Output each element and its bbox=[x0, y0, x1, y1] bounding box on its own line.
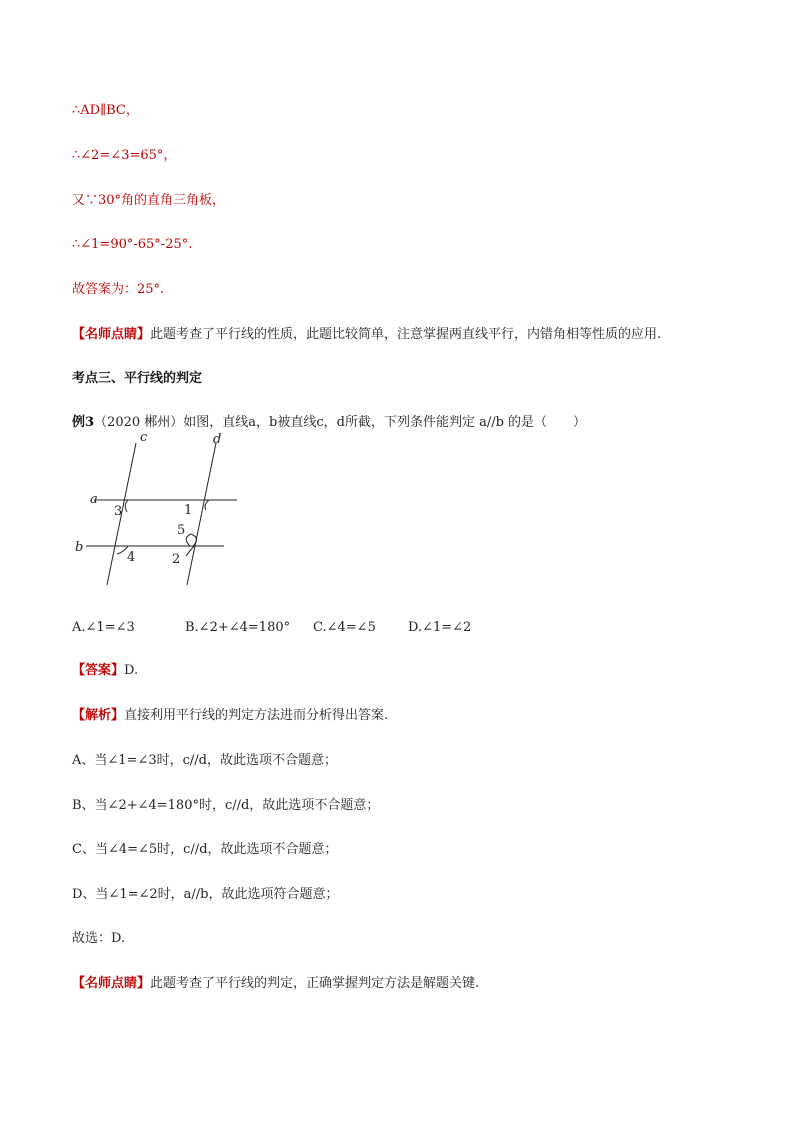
answer-line bbox=[72, 662, 138, 680]
angle-1-arc bbox=[205, 500, 209, 510]
tip2-bracket: 【名师点睛】 bbox=[72, 976, 151, 991]
analysis-bracket: 【解析】 bbox=[72, 708, 125, 723]
label-b: b bbox=[75, 540, 84, 555]
option-d: D.∠1=∠2 bbox=[408, 620, 472, 635]
analysis-item-d: D、当∠1=∠2时，a//b，故此选项符合题意； bbox=[72, 887, 339, 902]
angle-5-arc bbox=[186, 534, 196, 546]
derivation-line-1: ∴AD∥BC， bbox=[72, 103, 139, 118]
parallel-lines-figure bbox=[72, 428, 247, 592]
label-2: 2 bbox=[172, 552, 181, 567]
analysis-item-c: C、当∠4=∠5时，c//d，故此选项不合题意； bbox=[72, 842, 338, 857]
analysis-item-a: A、当∠1=∠3时，c//d，故此选项不合题意； bbox=[72, 753, 337, 768]
label-4: 4 bbox=[127, 550, 136, 565]
tip-bracket: 【名师点睛】 bbox=[72, 327, 151, 342]
label-3: 3 bbox=[114, 504, 123, 519]
label-c: c bbox=[140, 430, 148, 445]
tip-judgement bbox=[72, 975, 479, 993]
derivation-line-4: ∴∠1=90°-65°-25°. bbox=[72, 237, 193, 252]
tip-text: 此题考查了平行线的性质，此题比较简单，注意掌握两直线平行，内错角相等性质的应用. bbox=[150, 327, 662, 342]
label-5: 5 bbox=[177, 523, 186, 538]
analysis-line bbox=[72, 707, 388, 725]
answer-text: D. bbox=[124, 663, 139, 678]
example-label: 例3 bbox=[72, 415, 95, 430]
option-c: C.∠4=∠5 bbox=[313, 620, 376, 635]
label-1: 1 bbox=[184, 503, 193, 518]
answer-bracket: 【答案】 bbox=[72, 663, 125, 678]
analysis-item-b: B、当∠2+∠4=180°时，c//d，故此选项不合题意； bbox=[72, 798, 380, 813]
option-a: A.∠1=∠3 bbox=[72, 620, 135, 635]
analysis-text: 直接利用平行线的判定方法进而分析得出答案. bbox=[124, 708, 389, 723]
option-b: B.∠2+∠4=180° bbox=[185, 620, 291, 635]
label-d: d bbox=[213, 432, 222, 447]
derivation-line-5: 故答案为：25°. bbox=[72, 282, 165, 297]
example-text: （2020 郴州）如图，直线a，b被直线c，d所截，下列条件能判定 a//b 的是（ ） bbox=[94, 415, 587, 430]
angle-3-arc bbox=[125, 500, 128, 512]
analysis-conclusion: 故选：D. bbox=[72, 931, 126, 946]
label-a: a bbox=[90, 492, 98, 507]
tip2-text: 此题考查了平行线的判定，正确掌握判定方法是解题关键. bbox=[150, 976, 480, 991]
section-title: 考点三、平行线的判定 bbox=[72, 371, 203, 386]
tip-property bbox=[72, 326, 661, 344]
derivation-line-3: 又∵30°角的直角三角板， bbox=[72, 193, 226, 208]
derivation-line-2: ∴∠2=∠3=65°， bbox=[72, 148, 177, 163]
